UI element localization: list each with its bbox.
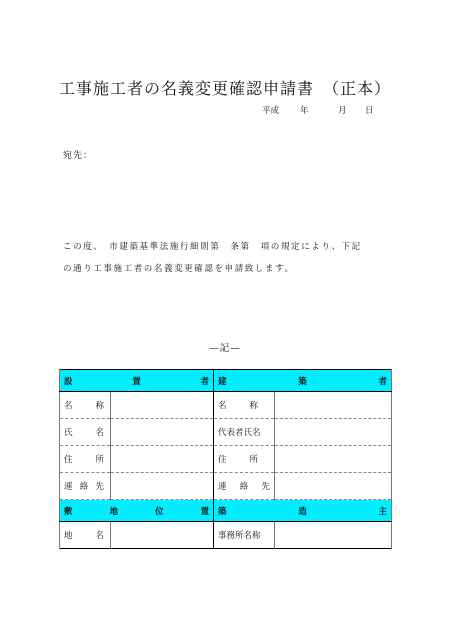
date-month: 月	[338, 106, 347, 116]
field-label: 事務所名称	[214, 522, 275, 549]
field-value-input[interactable]	[110, 419, 213, 446]
form-row-site	[60, 522, 392, 549]
header-char: 地	[109, 506, 119, 517]
header-char: 置	[132, 376, 141, 387]
section-header-right	[214, 370, 392, 392]
form-row-contact	[60, 473, 392, 500]
header-char: 位	[155, 506, 164, 517]
section-header-left	[60, 500, 214, 522]
header-char: 建	[218, 376, 227, 387]
field-label: 住 所	[214, 446, 275, 473]
header-char: 設	[64, 376, 73, 387]
body-text-line1: この度、 市建築基準法施行細則第 条第 項の規定により、下記	[63, 242, 362, 252]
field-label: 氏 名	[60, 419, 111, 446]
form-row-name	[60, 392, 392, 419]
date-day: 日	[365, 106, 374, 116]
form-row-person	[60, 419, 392, 446]
document-title: 工事施工者の名義変更確認申請書 （正本）	[58, 79, 391, 98]
field-label: 名 称	[60, 392, 111, 419]
header-char: 造	[298, 506, 307, 517]
ki-heading: —記—	[209, 343, 241, 354]
header-char: 敷	[64, 506, 73, 517]
field-value-input[interactable]	[110, 446, 213, 473]
section-header-right	[214, 500, 392, 522]
header-char: 者	[378, 376, 387, 387]
field-value-input[interactable]	[275, 473, 392, 500]
field-label: 連 絡 先	[60, 473, 111, 500]
section-header-left	[60, 370, 214, 392]
addressee-label: 宛先：	[63, 151, 94, 161]
date-era: 平成	[262, 106, 280, 116]
field-label: 住 所	[60, 446, 111, 473]
application-form-table	[59, 369, 392, 549]
header-char: 主	[378, 506, 387, 517]
section-header-row	[60, 500, 392, 522]
field-label: 地 名	[60, 522, 111, 549]
form-row-address	[60, 446, 392, 473]
field-value-input[interactable]	[275, 446, 392, 473]
field-value-input[interactable]	[275, 522, 392, 549]
field-label: 名 称	[214, 392, 275, 419]
date-year: 年	[300, 106, 309, 116]
section-header-row	[60, 370, 392, 392]
field-value-input[interactable]	[275, 392, 392, 419]
header-char: 築	[218, 506, 227, 517]
field-label: 代表者氏名	[214, 419, 275, 446]
header-char: 置	[200, 506, 210, 517]
field-label: 連 絡 先	[214, 473, 275, 500]
field-value-input[interactable]	[110, 522, 213, 549]
field-value-input[interactable]	[275, 419, 392, 446]
header-char: 築	[298, 376, 307, 387]
body-text-line2: の通り工事施工者の名義変更確認を申請致します。	[63, 264, 295, 274]
field-value-input[interactable]	[110, 473, 213, 500]
field-value-input[interactable]	[110, 392, 213, 419]
header-char: 者	[200, 376, 210, 387]
